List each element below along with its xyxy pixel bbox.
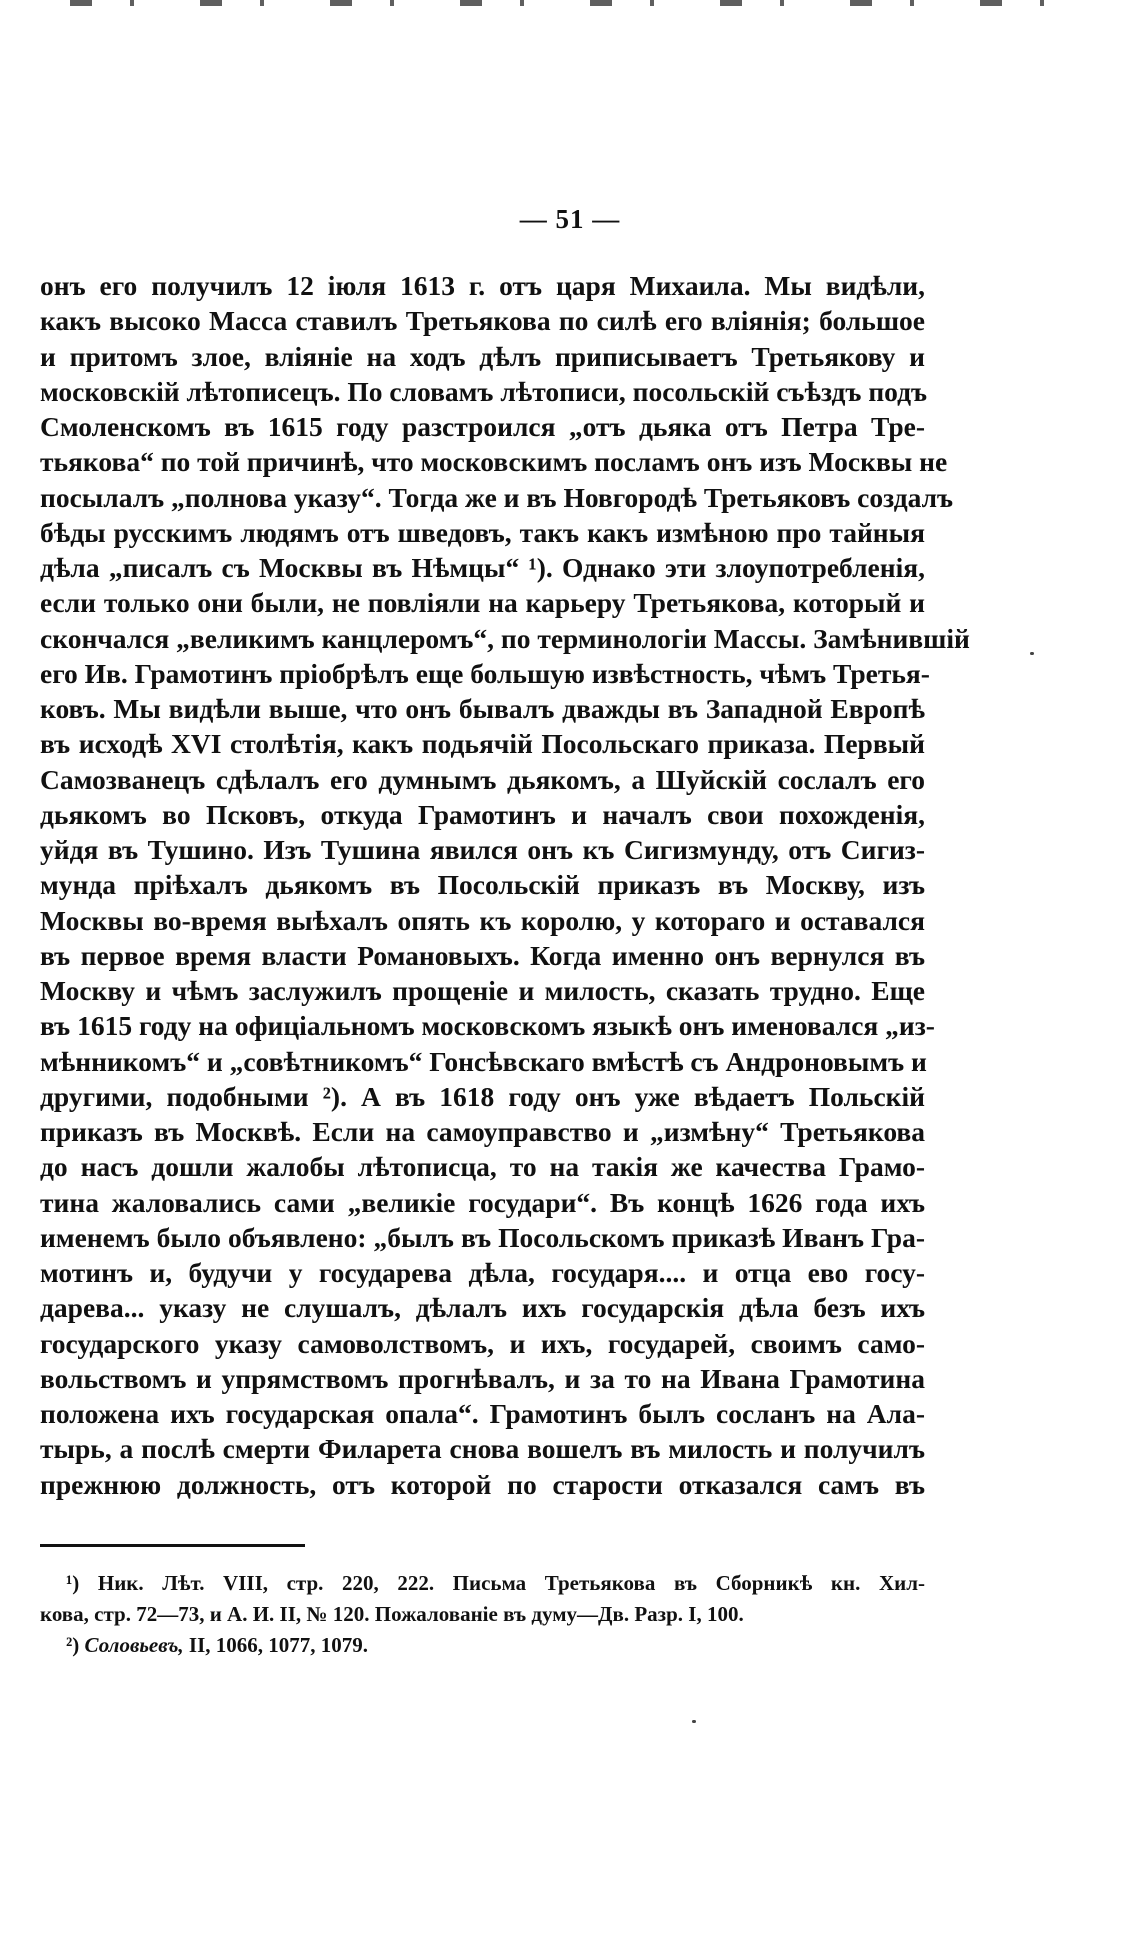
text-line: тырь, а послѣ смерти Филарета снова вошелъ въ милость и получилъ xyxy=(40,1433,925,1465)
text-line: дьякомъ во Псковъ, откуда Грамотинъ и началъ свои похожденія, xyxy=(40,798,925,830)
text-line: положена ихъ государская опала“. Грамотинъ былъ сосланъ на Ала- xyxy=(40,1398,925,1429)
footnotes xyxy=(40,1568,925,1661)
text-line: онъ его получилъ 12 іюля 1613 г. отъ царя Михаила. Мы видѣли, xyxy=(40,270,925,301)
text-line: ковъ. Мы видѣли выше, что онъ бывалъ дважды въ Западной Европѣ xyxy=(40,693,925,724)
text-line: бѣды русскимъ людямъ отъ шведовъ, такъ какъ измѣною про тайныя xyxy=(40,516,925,548)
text-line: въ 1615 году на офиціальномъ московскомъ языкѣ онъ именовался „из- xyxy=(40,1010,935,1042)
text-line: въ исходѣ XVI столѣтія, какъ подьячій Посольскаго приказа. Первый xyxy=(40,728,925,760)
text-line: уйдя въ Тушино. Изъ Тушина явился онъ къ Сигизмунду, отъ Сигиз- xyxy=(40,834,925,865)
text-line: Самозванецъ сдѣлалъ его думнымъ дьякомъ, а Шуйскій сослалъ его xyxy=(40,763,925,795)
text-line: Смоленскомъ въ 1615 году разстроился „отъ дьяка отъ Петра Тре- xyxy=(40,411,925,442)
text-line: мунда пріѣхалъ дьякомъ въ Посольскій приказъ въ Москву, изъ xyxy=(40,869,925,901)
footnote-2 xyxy=(40,1630,925,1661)
text-line: Москву и чѣмъ заслужилъ прощеніе и милость, сказать трудно. Еще xyxy=(40,975,925,1006)
text-line: тина жаловались сами „великіе государи“. Въ концѣ 1626 года ихъ xyxy=(40,1186,925,1218)
text-line: мотинъ и, будучи у государева дѣла, государя.... и отца ево госу- xyxy=(40,1257,925,1288)
footnote-2-author: Соловьевъ, xyxy=(84,1633,184,1657)
text-line: приказъ въ Москвѣ. Если на самоуправство и „измѣну“ Третьякова xyxy=(40,1116,925,1147)
text-line: въ первое время власти Романовыхъ. Когда именно онъ вернулся въ xyxy=(40,939,925,971)
text-line: его Ив. Грамотинъ пріобрѣлъ еще большую извѣстность, чѣмъ Третья- xyxy=(40,657,930,689)
text-line: другими, подобными ²). А въ 1618 году онъ уже вѣдаетъ Польскій xyxy=(40,1080,925,1112)
page-number: — 51 — xyxy=(519,204,621,234)
top-edge-artifact xyxy=(70,0,1090,6)
text-line: скончался „великимъ канцлеромъ“, по терминологіи Массы. Замѣнившій xyxy=(40,622,970,654)
text-line: до насъ дошли жалобы лѣтописца, то на такія же качества Грамо- xyxy=(40,1151,925,1183)
body-text xyxy=(40,268,970,1502)
text-line: вольствомъ и упрямствомъ прогнѣвалъ, и за то на Ивана Грамотина xyxy=(40,1362,925,1394)
text-line: Москвы во-время выѣхалъ опять къ королю, у котораго и оставался xyxy=(40,904,925,936)
footnote-2-reference: II, 1066, 1077, 1079. xyxy=(188,1633,369,1657)
text-line: государского указу самоволствомъ, и ихъ, государей, своимъ само- xyxy=(40,1327,925,1359)
footnote-divider xyxy=(40,1544,305,1547)
text-line: мѣнникомъ“ и „совѣтникомъ“ Гонсѣвскаго вмѣстѣ съ Андроновымъ и xyxy=(40,1045,927,1077)
text-line: дарева... указу не слушалъ, дѣлалъ ихъ государскія дѣла безъ ихъ xyxy=(40,1292,925,1324)
footnote-2-marker: ²) xyxy=(66,1633,80,1657)
text-line: прежнюю должность, отъ которой по старости отказался самъ въ xyxy=(40,1468,925,1500)
footnote-1-line-2: кова, стр. 72—73, и А. И. II, № 120. Пожалованіе въ думу—Дв. Разр. I, 100. xyxy=(40,1602,744,1626)
text-line: дѣла „писалъ съ Москвы въ Нѣмцы“ ¹). Однако эти злоупотребленія, xyxy=(40,552,925,583)
text-line: именемъ было объявлено: „былъ въ Посольскомъ приказѣ Иванъ Гра- xyxy=(40,1221,925,1253)
text-line: и притомъ злое, вліяніе на ходъ дѣлъ приписываетъ Третьякову и xyxy=(40,340,925,372)
text-line: если только они были, не повліяли на карьеру Третьякова, который и xyxy=(40,587,925,619)
text-line: какъ высоко Масса ставилъ Третьякова по силѣ его вліянія; большое xyxy=(40,305,925,337)
scan-speck xyxy=(692,1720,696,1723)
footnote-1-line-1: ¹) Ник. Лѣт. VIII, стр. 220, 222. Письма Третьякова въ Сборникѣ кн. Хил- xyxy=(66,1571,925,1595)
text-line: тьякова“ по той причинѣ, что московскимъ посламъ онъ изъ Москвы не xyxy=(40,446,948,478)
scan-speck xyxy=(1030,652,1034,655)
text-line: посылалъ „полнова указу“. Тогда же и въ Новгородѣ Третьяковъ создалъ xyxy=(40,481,954,513)
text-line: московскій лѣтописецъ. По словамъ лѣтописи, посольскій съѣздъ подъ xyxy=(40,375,928,407)
